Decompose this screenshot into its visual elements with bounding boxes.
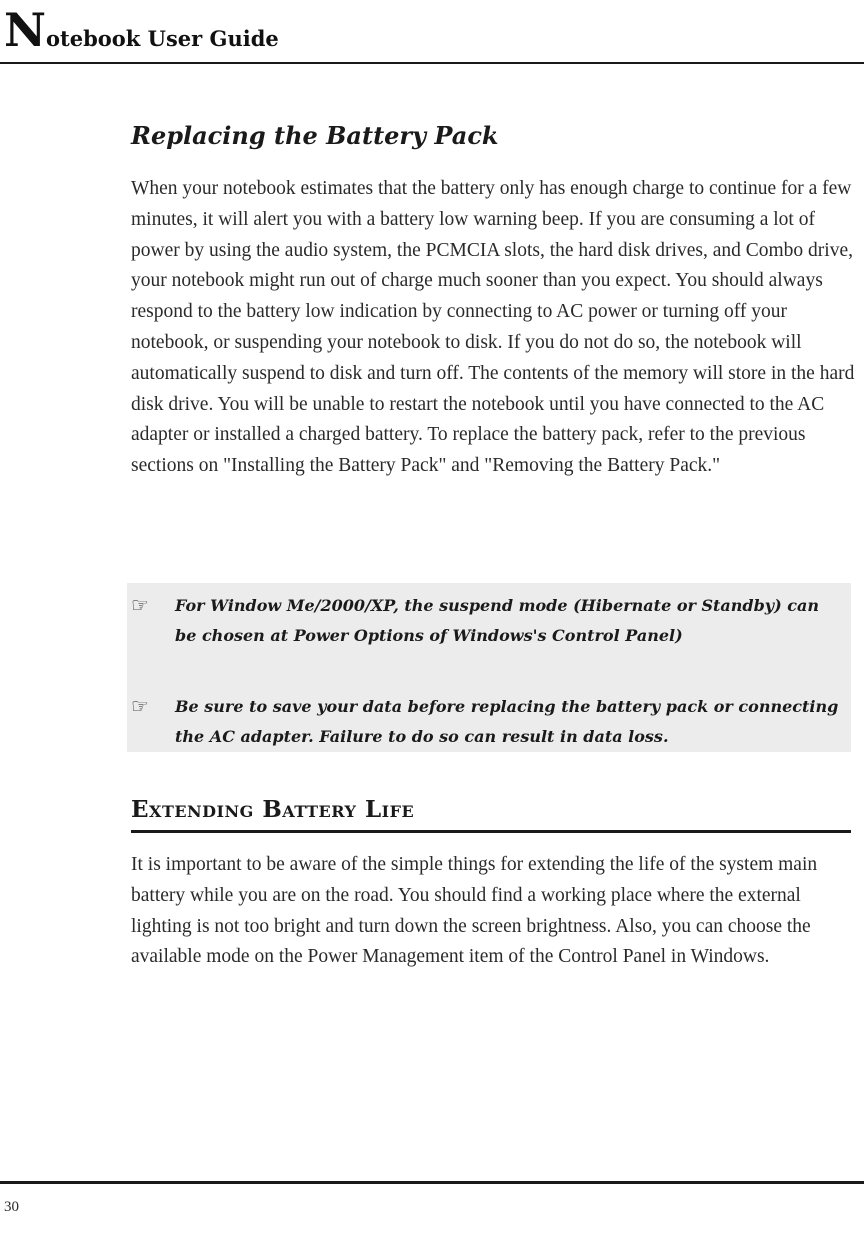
note-item [131, 692, 841, 752]
header-title [4, 2, 279, 58]
notes-box [127, 583, 851, 752]
extending-paragraph: It is important to be aware of the simple things for extending the life of the system main battery while you are on the road. You should find a working place where the external lighting is not too bright and turn down the screen brightness. Also, you can choose the available mode on the Power Management item of the Control Panel in Windows. [131, 854, 818, 968]
page-number: 30 [4, 1199, 19, 1215]
section-paragraph: When your notebook estimates that the battery only has enough charge to continue for a few minutes, it will alert you with a battery low warning beep. If you are consuming a lot of power by using the audio system, the PCMCIA slots, the hard disk drives, and Combo drive, your notebook might run out of charge much sooner than you expect. You should always respond to the battery low indication by connecting to AC power or turning off your notebook, or suspending your notebook to disk. If you do not do so, the notebook will automatically suspend to disk and turn off. The contents of the memory will store in the hard disk drive. You will be unable to restart the notebook until you have connected to the AC adapter or installed a charged battery. To replace the battery pack, refer to the previous sections on "Installing the Battery Pack" and "Removing the Battery Pack." [131, 178, 855, 477]
page-header [0, 0, 864, 64]
note-text: Be sure to save your data before replacing the battery pack or connecting the AC adapter. Failure to do so can result in data loss. [175, 697, 839, 746]
pointing-hand-icon: ☞ [131, 694, 149, 718]
section-title: Replacing the Battery Pack [131, 121, 499, 150]
header-title-rest: otebook User Guide [46, 26, 279, 51]
note-item [131, 591, 841, 651]
note-text: For Window Me/2000/XP, the suspend mode (Hibernate or Standby) can be chosen at Power Options of Windows's Control Panel) [175, 596, 819, 645]
pointing-hand-icon: ☞ [131, 593, 149, 617]
footer-rule [0, 1181, 864, 1184]
header-title-initial: N [4, 3, 47, 57]
extending-title: Extending Battery Life [131, 795, 851, 833]
